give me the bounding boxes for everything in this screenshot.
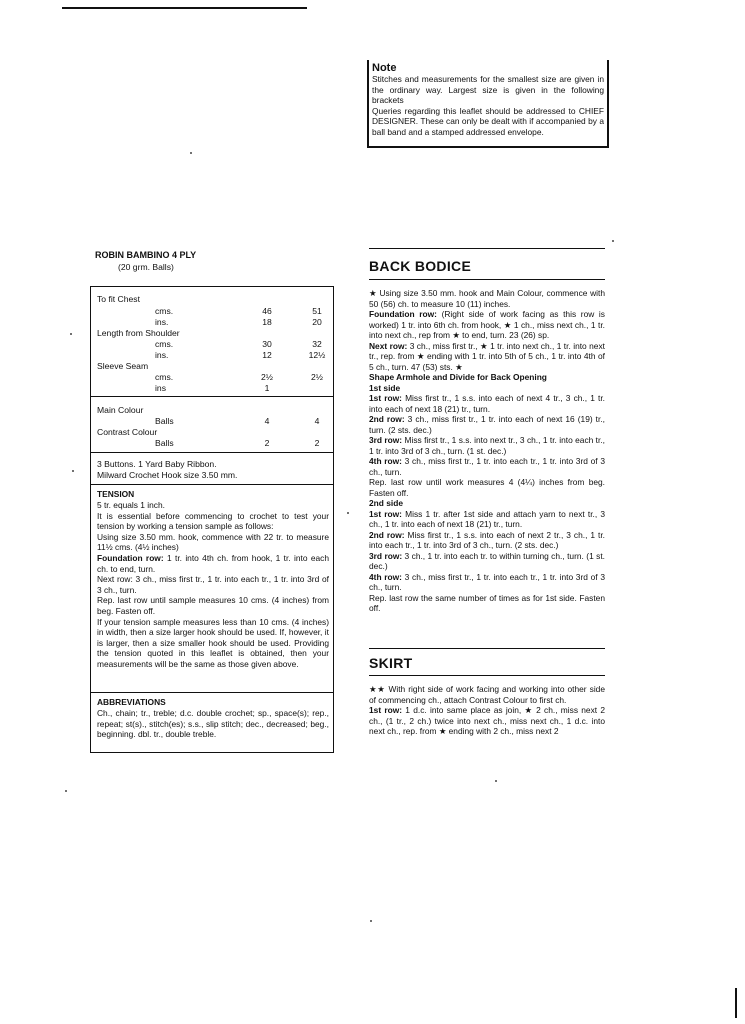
second-side-row-4-label: 4th row: (369, 571, 402, 582)
contrast-balls-size2: 2 (314, 438, 320, 448)
second-side-repeat: Rep. last row the same number of times as for 1st side. Fasten off. (369, 592, 605, 613)
tension-title: TENSION (97, 489, 135, 499)
main-balls-size2: 4 (314, 416, 320, 426)
sleeve-cms-size1: 2½ (261, 372, 273, 382)
skirt-title: SKIRT (369, 655, 413, 671)
contrast-balls-label: Balls (155, 438, 174, 448)
table-top-rule (91, 286, 333, 287)
skirt-row-1 (369, 705, 605, 737)
tension-line-2: It is essential before commencing to crochet to test your tension by working a tension sample as follows: (97, 510, 329, 532)
extras-line-1: 3 Buttons. 1 Yard Baby Ribbon. (97, 459, 217, 469)
skirt-top-rule (369, 648, 605, 649)
tension-next-row (97, 574, 329, 595)
first-side-row-1-label: 1st row: (369, 393, 402, 403)
back-bodice-next-row-text: 3 ch., miss first tr., ★ 1 tr. into next ch., 1 tr. into next tr., rep. from ★ ending with 1 tr. into 5th of 5 ch., 1 tr. into 4th of 5 ch., turn. 47 (53) sts. ★ (369, 340, 605, 372)
main-colour-label: Main Colour (97, 405, 144, 415)
second-side-row-2-text: Miss first tr., 1 s.s. into each of next 2 tr., 3 ch., 1 tr. into each tr., 1 tr. into 3rd of 3 ch., turn. (2 sts. dec.) (369, 529, 605, 550)
length-ins-label: ins. (155, 350, 169, 360)
back-bodice-top-rule (369, 248, 605, 249)
second-side-row-2-label: 2nd row: (369, 529, 405, 540)
margin-mark (735, 988, 737, 1018)
second-side-row-1 (369, 509, 605, 530)
first-side-row-4 (369, 456, 605, 477)
first-side-row-3-label: 3rd row: (369, 435, 403, 445)
chest-ins-size2: 20 (312, 317, 322, 327)
length-cms-label: cms. (155, 339, 174, 349)
skirt-intro: ★★ With right side of work facing and working into other side of commencing ch., attach Contrast Colour to first ch. (369, 684, 605, 705)
first-side-heading: 1st side (369, 382, 401, 393)
second-side-row-1-label: 1st row: (369, 508, 402, 519)
sleeve-ins-label: ins (155, 383, 166, 393)
sizes-table (90, 286, 334, 753)
first-side-row-2 (369, 414, 605, 435)
chest-ins-label: ins. (155, 317, 169, 327)
chest-cms-label: cms. (155, 306, 174, 316)
sleeve-cms-size2: 2½ (311, 372, 323, 382)
scan-speck (347, 512, 349, 514)
second-side-row-3-text: 3 ch., 1 tr. into each tr. to within turning ch., turn. (1 st. dec.) (369, 550, 605, 571)
scan-speck (370, 920, 372, 922)
tension-next-row-label: Next row: (97, 574, 133, 585)
second-side-row-3-label: 3rd row: (369, 550, 403, 561)
first-side-row-2-label: 2nd row: (369, 414, 405, 424)
second-side-heading: 2nd side (369, 498, 403, 508)
scan-speck (190, 152, 192, 154)
back-bodice-next-row (369, 341, 605, 373)
skirt-under-rule (369, 675, 605, 676)
to-fit-chest-label: To fit Chest (97, 294, 140, 304)
table-rule-tension (91, 484, 333, 485)
armhole-heading: Shape Armhole and Divide for Back Opening (369, 372, 547, 382)
contrast-balls-size1: 2 (264, 438, 270, 448)
abbreviations-text: Ch., chain; tr., treble; d.c. double crochet; sp., space(s); rep., repeat; st(s)., stitch(es); s.s., slip stitch; dec., decreased; beg., beginning. dbl. tr., double treble. (97, 708, 329, 740)
first-side-row-4-text: 3 ch., miss first tr., 1 tr. into each tr., 1 tr. into 3rd of 3 ch., turn. (369, 456, 605, 477)
length-cms-size1: 30 (262, 339, 272, 349)
chest-cms-size1: 46 (262, 306, 272, 316)
main-balls-size1: 4 (264, 416, 270, 426)
back-bodice-under-rule (369, 279, 605, 280)
top-rule (62, 7, 307, 9)
extras-line-2: Milward Crochet Hook size 3.50 mm. (97, 470, 238, 480)
tension-foundation-text: 1 tr. into 4th ch. from hook, 1 tr. into each ch. to end, turn. (97, 552, 330, 574)
sleeve-ins-size1: 1 (264, 383, 270, 393)
chest-cms-size2: 51 (312, 306, 322, 316)
tension-foundation-label: Foundation row: (97, 552, 164, 563)
back-bodice-intro: ★ Using size 3.50 mm. hook and Main Colour, commence with 50 (56) ch. to measure 10 (11) inches. (369, 288, 605, 309)
second-side-row-4-text: 3 ch., miss first tr., 1 tr. into each tr., 1 tr. into 3rd of 3 ch., turn. (369, 571, 605, 592)
note-text-2: Queries regarding this leaflet should be addressed to CHIEF DESIGNER. These can only be dealt with if accompanied by a ball band and a stamped addressed envelope. (372, 105, 604, 137)
note-text (372, 74, 604, 137)
back-bodice-foundation-text: (Right side of work facing as this row is worked) 1 tr. into 6th ch. from hook, ★ 1 ch., miss next ch., 1 tr. into next ch., rep from ★ to end, turn. 23 (26) sp. (369, 309, 605, 340)
table-rule-extras (91, 452, 333, 453)
second-side-row-3 (369, 551, 605, 572)
skirt-row-1-text: 1 d.c. into same place as join, ★ 2 ch., miss next 2 ch., (1 tr., 2 ch.) twice into next ch., miss next ch., 1 d.c. into next ch., rep. from ★ ending with 2 ch., miss next 2 (369, 705, 605, 736)
scan-speck (70, 333, 72, 335)
tension-line-3: Using size 3.50 mm. hook, commence with 22 tr. to measure 11½ cms. (4½ inches) (97, 531, 329, 553)
scan-speck (65, 790, 67, 792)
table-rule-abbrev (91, 692, 333, 693)
back-bodice-foundation (369, 309, 605, 341)
tension-line-6: Rep. last row until sample measures 10 cms. (4 inches) from beg. Fasten off. (97, 595, 329, 616)
yarn-title: ROBIN BAMBINO 4 PLY (95, 250, 197, 260)
back-bodice-title: BACK BODICE (369, 258, 472, 274)
contrast-colour-label: Contrast Colour (97, 427, 158, 437)
note-box (367, 60, 609, 148)
first-side-repeat: Rep. last row until work measures 4 (4¼) inches from beg. Fasten off. (369, 477, 605, 498)
tension-line-7: If your tension sample measures less than 10 cms. (4 inches) in width, then a size larger hook should be used. If, however, it is larger, then a size smaller hook should be used. Providing the tension quoted in this leaflet is obtained, then your measurements will be the same as those given above. (97, 616, 329, 669)
scan-speck (612, 240, 614, 242)
length-label: Length from Shoulder (97, 328, 180, 338)
skirt-body (369, 684, 605, 737)
length-cms-size2: 32 (312, 339, 322, 349)
first-side-row-1 (369, 393, 605, 414)
main-balls-label: Balls (155, 416, 174, 426)
second-side-row-1-text: Miss 1 tr. after 1st side and attach yarn to next tr., 3 ch., 1 tr. into each of next 18 (21) tr., turn. (369, 508, 605, 529)
sleeve-seam-label: Sleeve Seam (97, 361, 149, 371)
chest-ins-size1: 18 (262, 317, 272, 327)
length-ins-size1: 12 (262, 350, 272, 360)
yarn-subtitle: (20 grm. Balls) (118, 262, 174, 272)
tension-body (97, 500, 329, 670)
scan-speck (495, 780, 497, 782)
length-ins-size2: 12½ (308, 350, 326, 360)
second-side-row-2 (369, 530, 605, 551)
back-bodice-foundation-label: Foundation row: (369, 309, 437, 319)
tension-next-row-text: 3 ch., miss first tr., 1 tr. into each tr., 1 tr. into 3rd of 3 ch., turn. (97, 574, 329, 595)
tension-line-1: 5 tr. equals 1 inch. (97, 500, 165, 510)
back-bodice-body (369, 288, 605, 614)
first-side-row-3-text: Miss first tr., 1 s.s. into next tr., 3 ch., 1 tr. into each tr., 1 tr. into 3rd of 3 ch., turn. (1 st. dec.) (369, 435, 605, 456)
first-side-row-2-text: 3 ch., miss first tr., 1 tr. into each of next 16 (19) tr., turn. (2 sts. dec.) (369, 414, 605, 435)
scan-speck (72, 470, 74, 472)
first-side-row-1-text: Miss first tr., 1 s.s. into each of next 4 tr., 3 ch., 1 tr. into each of next 18 (21) tr., turn. (369, 393, 605, 414)
skirt-row-1-label: 1st row: (369, 705, 403, 715)
second-side-row-4 (369, 572, 605, 593)
back-bodice-next-row-label: Next row: (369, 340, 408, 351)
abbreviations-title: ABBREVIATIONS (97, 697, 166, 707)
tension-foundation (97, 553, 329, 574)
table-bottom-rule (91, 752, 333, 753)
table-rule-materials (91, 396, 333, 397)
note-title: Note (372, 62, 397, 74)
note-text-1: Stitches and measurements for the smallest size are given in the ordinary way. Largest size is given in the following brackets (372, 74, 604, 105)
first-side-row-3 (369, 435, 605, 456)
sleeve-cms-label: cms. (155, 372, 174, 382)
first-side-row-4-label: 4th row: (369, 456, 402, 466)
